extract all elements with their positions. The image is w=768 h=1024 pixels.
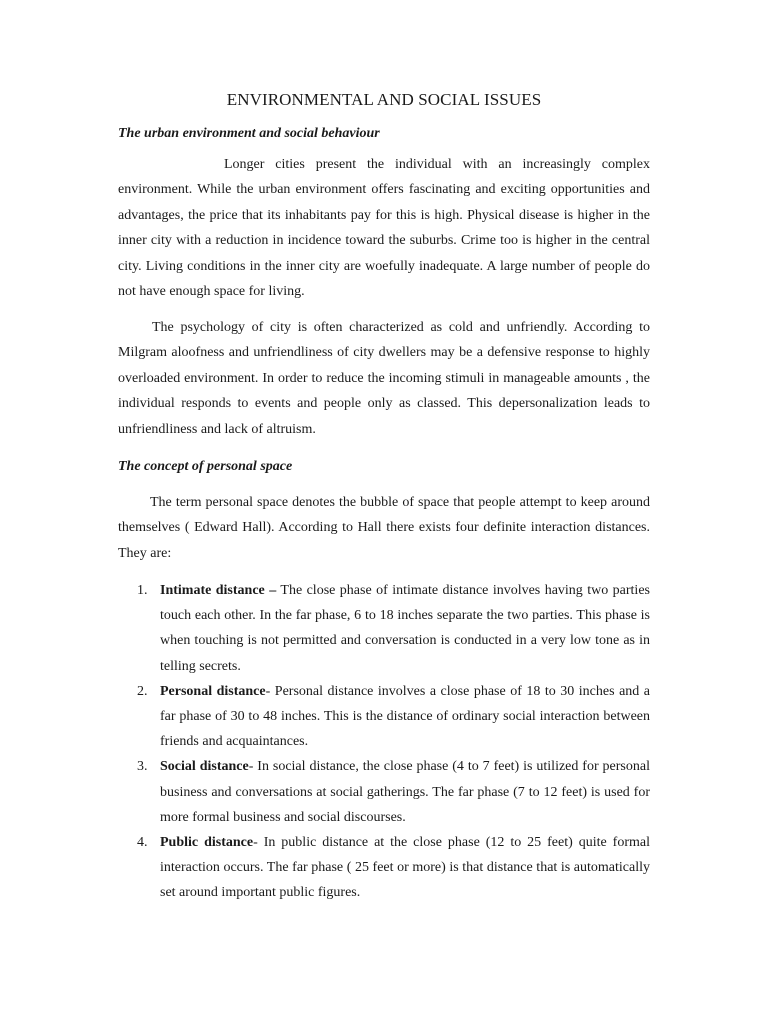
section-heading-personal-space: The concept of personal space [118,459,293,474]
list-term: Public distance [160,835,254,851]
paragraph-urban-environment: Longer cities present the individual with an increasingly complex environment. While the urban environment offers fascinating and exciting opportunities and advantages, the price that its inhabitants pay for this is high. Physical disease is higher in the inner city with a reduction in incidence toward the suburbs. Crime too is higher in the central city. Living conditions in the inner city are woefully inadequate. A large number of people do not have enough space for living. [118,157,650,300]
list-text: - In public distance at the close phase (12 to 25 feet) quite formal interaction occurs. The far phase ( 25 feet or more) is that distance that is automatically set around important public figures. [160,835,650,901]
list-term: Intimate distance – [160,583,277,598]
list-number: 3. [137,759,148,775]
document-title: ENVIRONMENTAL AND SOCIAL ISSUES [226,90,542,109]
paragraph-city-psychology: The psychology of city is often characterized as cold and unfriendly. According to Milgram aloofness and unfriendliness of city dwellers may be a defensive response to highly overloaded environment. In order to reduce the incoming stimuli in manageable amounts , the individual responds to events and people only as classed. This depersonalization leads to unfriendliness and lack of altruism. [118,320,650,437]
list-item-public-distance [118,830,650,906]
paragraph-personal-space: The term personal space denotes the bubble of space that people attempt to keep around themselves ( Edward Hall). According to Hall there exists four definite interaction distances. They are: [118,495,650,561]
list-term: Social distance [160,759,249,775]
list-number: 4. [137,835,148,851]
section-heading-urban-environment: The urban environment and social behaviour [118,126,380,141]
list-number: 2. [137,683,148,699]
list-text: - In social distance, the close phase (4 to 7 feet) is utilized for personal business and conversations at social gatherings. The far phase (7 to 12 feet) is used for more formal business and social discourses. [160,759,650,825]
list-item-intimate-distance [118,578,650,679]
list-item-personal-distance [118,679,650,755]
list-item-social-distance [118,754,650,830]
list-number: 1. [137,583,148,598]
list-text: - Personal distance involves a close phase of 18 to 30 inches and a far phase of 30 to 48 inches. This is the distance of ordinary social interaction between friends and acquaintances. [160,683,650,750]
list-text: The close phase of intimate distance involves having two parties touch each other. In the far phase, 6 to 18 inches separate the two parties. This phase is when touching is not permitted and conversation is conducted in a very low tone as in telling secrets. [160,583,650,674]
interaction-distances-list [118,578,650,906]
list-term: Personal distance [160,683,266,699]
